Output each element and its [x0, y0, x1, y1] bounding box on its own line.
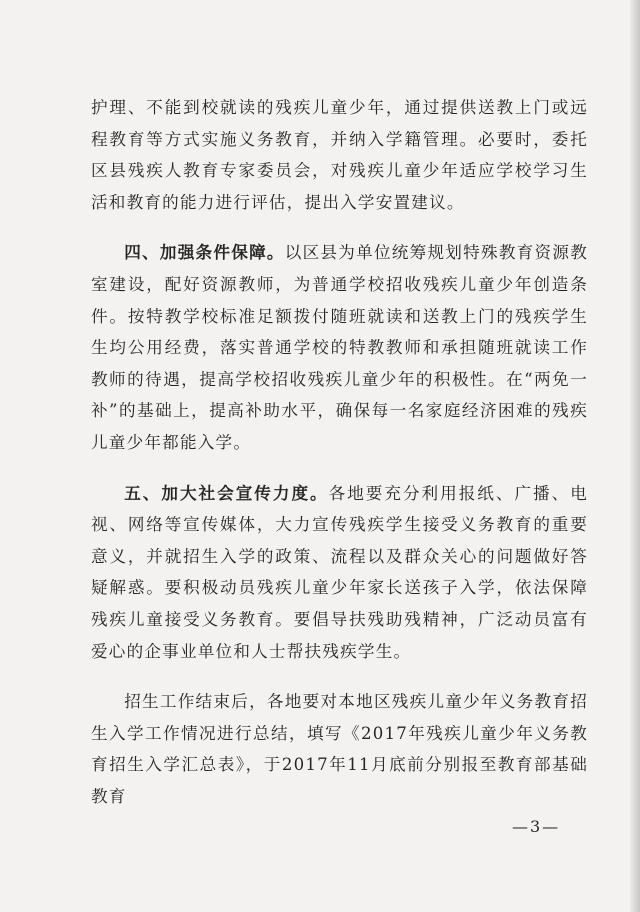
paragraph-section-four	[91, 237, 588, 458]
body-text	[91, 92, 588, 812]
section-five-heading: 五、加大社会宣传力度。	[124, 483, 329, 503]
paragraph-closing: 招生工作结束后，各地要对本地区残疾儿童少年义务教育招生入学工作情况进行总结，填写《2017年残疾儿童少年义务教育招生入学汇总表》，于2017年11月底前分别报至教育部基础教育	[91, 692, 588, 806]
paragraph-section-five	[91, 478, 588, 668]
section-four-heading: 四、加强条件保障。	[124, 243, 285, 263]
section-five-body: 各地要充分利用报纸、广播、电视、网络等宣传媒体，大力宣传残疾学生接受义务教育的重要意义，并就招生入学的政策、流程以及群众关心的问题做好答疑解惑。要积极动员残疾儿童少年家长送孩子入学，依法保障残疾儿童接受义务教育。要倡导扶残助残精神，广泛动员富有爱心的企事业单位和人士帮扶残疾学生。	[91, 483, 588, 661]
section-four-body: 以区县为单位统筹规划特殊教育资源教室建设，配好资源教师，为普通学校招收残疾儿童少年创造条件。按特教学校标准足额拨付随班就读和送教上门的残疾学生生均公用经费，落实普通学校的特教教师和承担随班就读工作教师的待遇，提高学校招收残疾儿童少年的积极性。在“两免一补”的基础上，提高补助水平，确保每一名家庭经济困难的残疾儿童少年都能入学。	[91, 243, 588, 452]
page-edge-shadow	[630, 0, 640, 912]
paragraph-continuation: 护理、不能到校就读的残疾儿童少年，通过提供送教上门或远程教育等方式实施义务教育，并纳入学籍管理。必要时，委托区县残疾人教育专家委员会，对残疾儿童少年适应学校学习生活和教育的能力进行评估，提出入学安置建议。	[91, 98, 588, 212]
page-number: —3—	[512, 817, 561, 836]
